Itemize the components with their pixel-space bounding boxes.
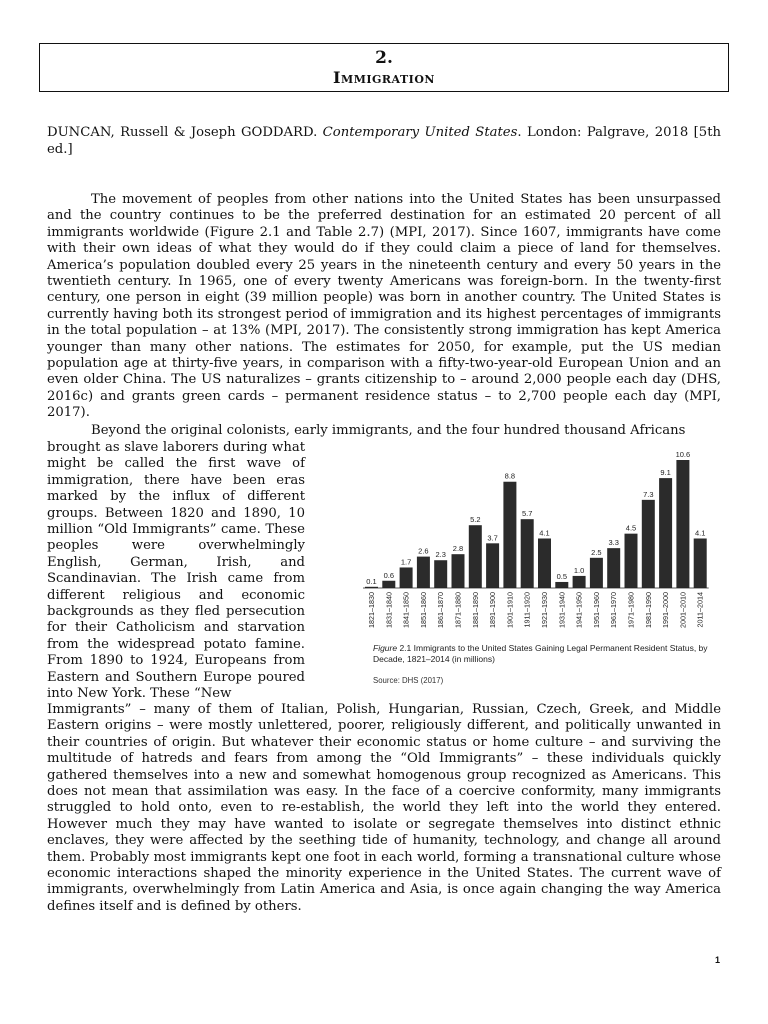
tick-label-1941–1950: 1941–1950	[574, 592, 584, 628]
bar-1831–1840	[382, 581, 395, 588]
value-label-1971–1980: 4.5	[625, 523, 637, 533]
figure-source: Source: DHS (2017)	[373, 676, 444, 685]
bar-1971–1980	[625, 534, 638, 588]
tick-label-1971–1980: 1971–1980	[626, 592, 636, 628]
figure-caption	[373, 643, 713, 665]
value-label-2011–2014: 4.1	[694, 528, 706, 538]
value-label-1951–1960: 2.5	[591, 547, 602, 557]
tick-label-1871–1880: 1871–1880	[453, 592, 463, 628]
tick-label-1911–1920: 1911–1920	[522, 592, 532, 628]
tick-label-1961–1970: 1961–1970	[609, 592, 619, 628]
value-label-1831–1840: 0.6	[383, 570, 395, 580]
bar-1851–1860	[417, 557, 430, 588]
citation-authors: DUNCAN, Russell & Joseph GODDARD.	[47, 125, 318, 140]
bar-1991–2000	[659, 478, 672, 588]
tick-label-1931–1940: 1931–1940	[557, 592, 567, 628]
bar-1921–1930	[538, 538, 551, 588]
bar-1911–1920	[521, 519, 534, 588]
bar-1891–1900	[486, 543, 499, 588]
chapter-title: Immigration	[333, 68, 435, 87]
value-label-1821–1830: 0.1	[366, 576, 377, 586]
value-label-1851–1860: 2.6	[418, 546, 429, 556]
value-label-1981–1990: 7.3	[643, 489, 654, 499]
tick-label-1831–1840: 1831–1840	[384, 592, 394, 628]
tick-label-1881–1890: 1881–1890	[470, 592, 480, 628]
bar-1951–1960	[590, 558, 603, 588]
bar-1841–1850	[400, 567, 413, 588]
value-label-1861–1870: 2.3	[435, 550, 446, 560]
bar-1941–1950	[573, 576, 586, 588]
tick-label-1821–1830: 1821–1830	[367, 592, 376, 628]
bar-1881–1890	[469, 525, 482, 588]
body-paragraph-2-continued: Immigrants” – many of them of Italian, Polish, Hungarian, Russian, Czech, Greek, and Middle Eastern origins – were mostly unlettered, poorer, religiously different, and politically unwanted in their countries of origin. But whatever their economic status or home culture – and surviving the multitude of hatreds and fears from among the “Old Immigrants” – these individuals quickly gathered themselves into a new and somewhat homogenous group recognized as Americans. This does not mean that assimilation was easy. In the face of a coercive conformity, many immigrants struggled to hold onto, even to re-establish, the world they left into the world they entered. However much they may have wanted to isolate or segregate themselves into distinct ethnic enclaves, they were affected by the seething tide of humanity, technology, and change all around them. Probably most immigrants kept one foot in each world, forming a transnational culture whose economic interactions shaped the minority experience in the United States. The current wave of immigrants, overwhelmingly from Latin America and Asia, is once again changing the way America defines itself and is defined by others.	[47, 702, 721, 914]
body-paragraph-1: The movement of peoples from other nations into the United States has been unsurpassed and the country continues to be the preferred destination for an estimated 20 percent of all immigrants worldwide (Figure 2.1 and Table 2.7) (MPI, 2017). Since 1607, immigrants have come with their own ideas of what they would do if they could claim a piece of land for themselves. America’s population doubled every 25 years in the nineteenth century and every 50 years in the twentieth century. In 1965, one of every twenty Americans was foreign-born. In the twenty-first century, one person in eight (39 million people) was born in another country. The United States is currently having both its strongest period of immigration and its highest percentages of immigrants in the total population – at 13% (MPI, 2017). The consistently strong immigration has kept America younger than many other nations. The estimates for 2050, for example, put the US median population age at thirty-five years, in comparison with a fifty-two-year-old European Union and an even older China. The US naturalizes – grants citizenship to – around 2,000 people each day (DHS, 2016c) and grants green cards – permanent residence status – to 2,700 people each day (MPI, 2017).	[47, 192, 721, 421]
value-label-1931–1940: 0.5	[556, 571, 568, 581]
page-number: 1	[714, 955, 720, 965]
tick-label-1891–1900: 1891–1900	[488, 592, 498, 628]
value-label-1961–1970: 3.3	[608, 538, 619, 548]
bar-1901–1910	[503, 482, 516, 588]
tick-label-1921–1930: 1921–1930	[540, 592, 549, 628]
tick-label-1991–2000: 1991–2000	[661, 592, 671, 628]
immigration-bar-chart	[358, 440, 718, 640]
bar-1961–1970	[607, 548, 620, 588]
body-paragraph-2-column: brought as slave laborers during what might be called the first wave of immigration, there have been eras marked by the influx of different groups. Between 1820 and 1890, 10 million “Old Immigrants” came. These peoples were overwhelmingly English, German, Irish, and Scandinavian. The Irish came from different religious and economic backgrounds as they fled persecution for their Catholicism and starvation from the widespread potato famine. From 1890 to 1924, Europeans from Eastern and Southern Europe poured into New York. These “New	[47, 440, 305, 702]
tick-label-1851–1860: 1851–1860	[418, 592, 428, 628]
value-label-1881–1890: 5.2	[470, 515, 481, 525]
tick-label-1981–1990: 1981–1990	[643, 592, 653, 628]
tick-label-1951–1960: 1951–1960	[591, 592, 601, 628]
bar-1931–1940	[555, 582, 568, 588]
value-label-1991–2000: 9.1	[660, 468, 671, 478]
value-label-1891–1900: 3.7	[487, 533, 498, 543]
citation-book-title: Contemporary United States	[322, 125, 518, 140]
value-label-1901–1910: 8.8	[504, 471, 516, 481]
value-label-1841–1850: 1.7	[400, 557, 412, 567]
tick-label-2011–2014: 2011–2014	[695, 592, 705, 628]
caption-text: 2.1 Immigrants to the United States Gaining Legal Permanent Resident Status, by Decade, 1821–2014 (in millions)	[373, 643, 708, 664]
bar-2001–2010	[676, 460, 689, 588]
tick-label-2001–2010: 2001–2010	[678, 592, 688, 628]
citation-publication: . London: Palgrave, 2018 [5th ed.]	[47, 125, 721, 157]
bar-1981–1990	[642, 500, 655, 588]
value-label-1911–1920: 5.7	[521, 509, 533, 519]
value-label-1871–1880: 2.8	[452, 544, 464, 554]
bar-1861–1870	[434, 560, 447, 588]
book-citation	[47, 124, 721, 158]
value-label-1941–1950: 1.0	[573, 565, 585, 575]
chapter-number: 2.	[375, 48, 393, 68]
value-label-2001–2010: 10.6	[675, 450, 691, 459]
bar-1871–1880	[452, 554, 465, 588]
chapter-header	[39, 43, 729, 92]
bar-2011–2014	[694, 538, 707, 588]
value-label-1921–1930: 4.1	[539, 528, 550, 538]
tick-label-1861–1870: 1861–1870	[436, 592, 446, 628]
caption-label: Figure	[373, 643, 398, 653]
body-paragraph-2-lead: Beyond the original colonists, early immigrants, and the four hundred thousand Africans	[91, 423, 686, 438]
tick-label-1841–1850: 1841–1850	[401, 592, 411, 628]
tick-label-1901–1910: 1901–1910	[505, 592, 515, 628]
